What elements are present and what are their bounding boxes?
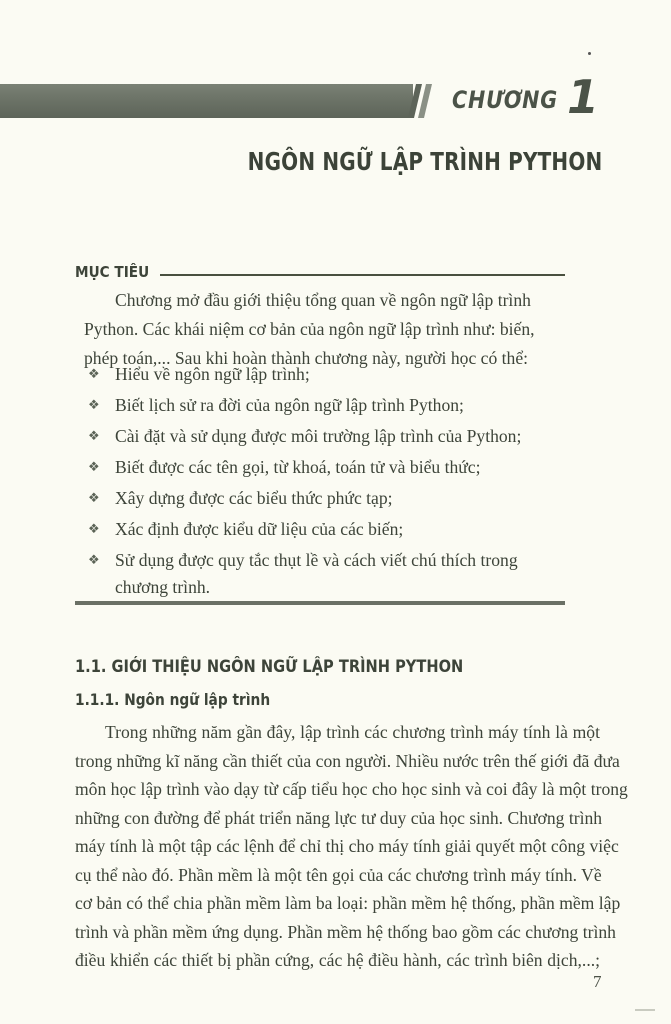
diamond-bullet-icon: ❖	[88, 552, 100, 567]
objectives-top-rule	[160, 274, 565, 276]
diamond-bullet-icon: ❖	[88, 459, 100, 474]
section-heading: 1.1. GIỚI THIỆU NGÔN NGỮ LẬP TRÌNH PYTHON	[75, 657, 464, 677]
paragraph-line: máy tính là một tập các lệnh để chỉ thị cho máy tính giải quyết một công việc	[75, 836, 619, 856]
chapter-title: NGÔN NGỮ LẬP TRÌNH PYTHON	[247, 147, 602, 176]
paragraph-line: trình và phần mềm ứng dụng. Phần mềm hệ thống bao gồm các chương trình	[75, 921, 616, 942]
banner-slash-decoration	[408, 84, 440, 118]
list-item-text: Biết lịch sử ra đời của ngôn ngữ lập trình Python;	[115, 395, 464, 415]
diamond-bullet-icon: ❖	[88, 366, 100, 381]
chapter-banner-bar	[0, 84, 413, 118]
scan-artifact	[635, 1009, 655, 1011]
paragraph-line: cơ bản có thể chia phần mềm làm ba loại: phần mềm hệ thống, phần mềm lập	[75, 893, 621, 913]
diamond-bullet-icon: ❖	[88, 428, 100, 443]
list-item-text: Cài đặt và sử dụng được môi trường lập trình của Python;	[115, 426, 522, 446]
objectives-intro-line: Python. Các khái niệm cơ bản của ngôn ngữ lập trình như: biến,	[84, 319, 535, 339]
chapter-label: CHƯƠNG	[452, 86, 559, 114]
paragraph-line: Trong những năm gần đây, lập trình các chương trình máy tính là một	[105, 722, 600, 742]
chapter-number: 1	[567, 70, 600, 124]
section-body	[75, 722, 628, 979]
objectives-heading: MỤC TIÊU	[75, 263, 150, 281]
list-item-text: Xây dựng được các biểu thức phức tạp;	[115, 488, 393, 508]
paragraph-line: cụ thể nào đó. Phần mềm là một tên gọi của các chương trình máy tính. Về	[75, 864, 602, 885]
paragraph-line: những con đường để phát triển năng lực tư duy của học sinh. Chương trình	[75, 807, 603, 828]
page-number: 7	[593, 972, 602, 991]
scan-speck	[588, 52, 591, 55]
diamond-bullet-icon: ❖	[88, 521, 100, 536]
diamond-bullet-icon: ❖	[88, 490, 100, 505]
list-item-text: Sử dụng được quy tắc thụt lề và cách viết chú thích trong	[115, 550, 518, 570]
paragraph-line: môn học lập trình vào dạy từ cấp tiểu học cho học sinh và coi đây là một trong	[75, 779, 628, 799]
paragraph-line: điều khiển các thiết bị phần cứng, các hệ điều hành, các trình biên dịch,...;	[75, 950, 600, 970]
objectives-bottom-rule	[75, 601, 565, 605]
list-item-text: Biết được các tên gọi, từ khoá, toán tử và biểu thức;	[115, 457, 481, 477]
list-item-text: Xác định được kiểu dữ liệu của các biến;	[115, 519, 404, 539]
paragraph-line: trong những kĩ năng cần thiết của con người. Nhiều nước trên thế giới đã đưa	[75, 750, 620, 771]
list-item-text: Hiểu về ngôn ngữ lập trình;	[115, 364, 310, 384]
objectives-intro-line: Chương mở đầu giới thiệu tổng quan về ngôn ngữ lập trình	[115, 290, 531, 310]
list-item-continuation: chương trình.	[115, 577, 211, 597]
diamond-bullet-icon: ❖	[88, 397, 100, 412]
objectives-intro-line: phép toán,... Sau khi hoàn thành chương này, người học có thể:	[84, 348, 529, 368]
subsection-heading: 1.1.1. Ngôn ngữ lập trình	[75, 690, 271, 709]
